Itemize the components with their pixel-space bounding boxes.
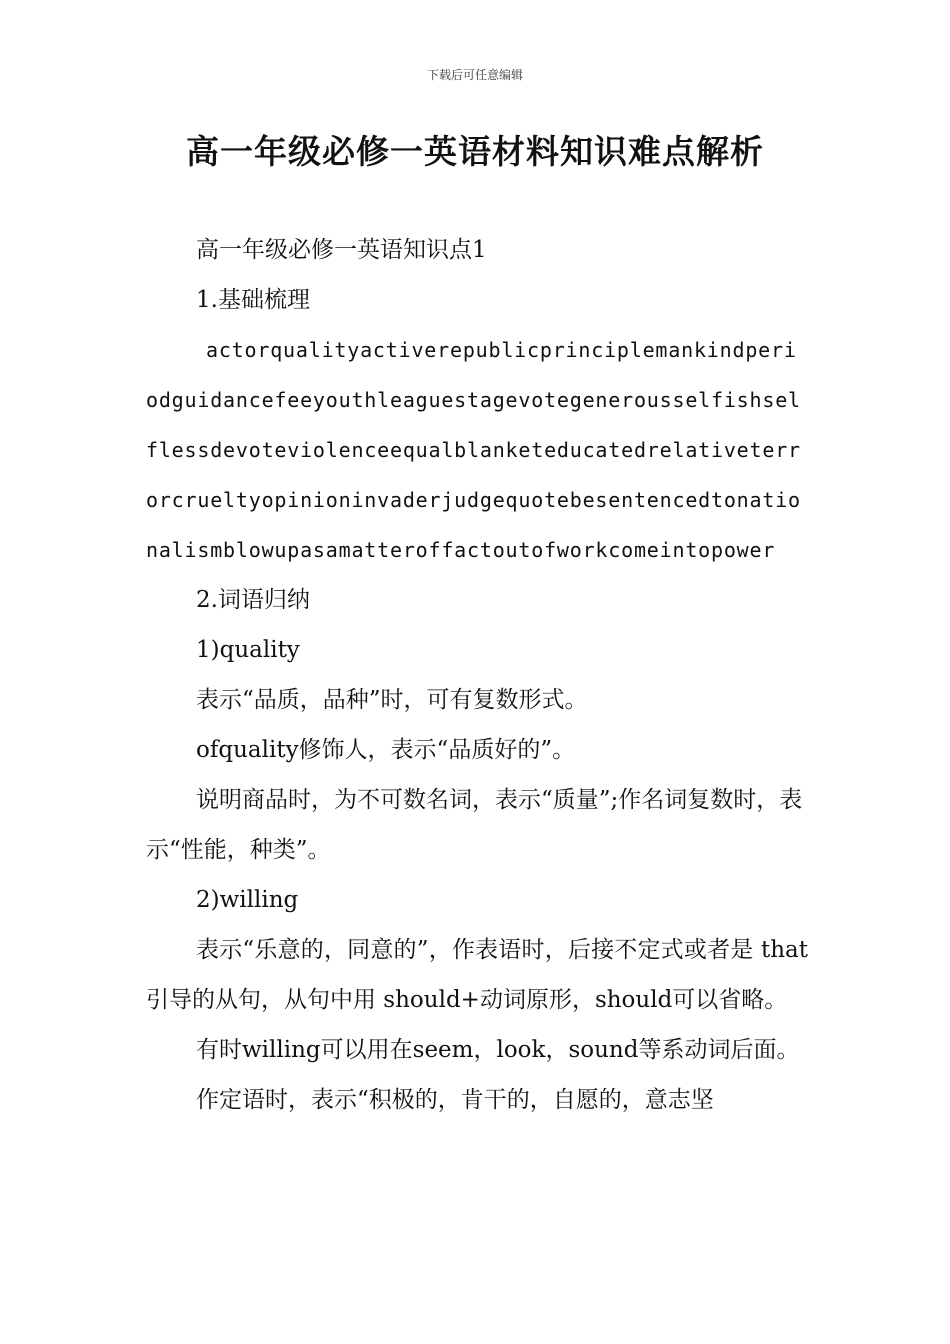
- paragraph: 表示“乐意的，同意的”，作表语时，后接不定式或者是 that 引导的从句，从句中用 should+动词原形，should可以省略。: [146, 937, 808, 1013]
- vocabulary-list: actorqualityactiverepublicprinciplemankindperiodguidancefeeyouthleaguestagevotegenerousselfishselflessdevoteviolenceequalblanketeducatedrelativeterrorcrueltyopinioninvaderjudgequotebesentencedtonationalismblowupasamatteroffactoutofworkcomeintopower: [146, 338, 801, 562]
- subsection-heading: 1.基础梳理: [196, 287, 310, 313]
- paragraph: 表示“品质，品种”时，可有复数形式。: [196, 687, 588, 713]
- paragraph: 说明商品时，为不可数名词，表示“质量”;作名词复数时，表示“性能，种类”。: [146, 787, 803, 863]
- paragraph: 有时willing可以用在seem，look，sound等系动词后面。: [196, 1037, 800, 1063]
- paragraph: 作定语时，表示“积极的，肯干的，自愿的，意志坚: [196, 1087, 714, 1113]
- subsection-heading: 2.词语归纳: [196, 587, 310, 613]
- paragraph: ofquality修饰人，表示“品质好的”。: [196, 737, 576, 763]
- document-title: 高一年级必修一英语材料知识难点解析: [186, 132, 764, 171]
- entry-heading: 2)willing: [196, 887, 299, 913]
- entry-heading: 1)quality: [196, 637, 300, 663]
- document-body: [146, 225, 808, 1125]
- section-heading: 高一年级必修一英语知识点1: [196, 237, 487, 263]
- page-header-note: 下载后可任意编辑: [426, 68, 523, 82]
